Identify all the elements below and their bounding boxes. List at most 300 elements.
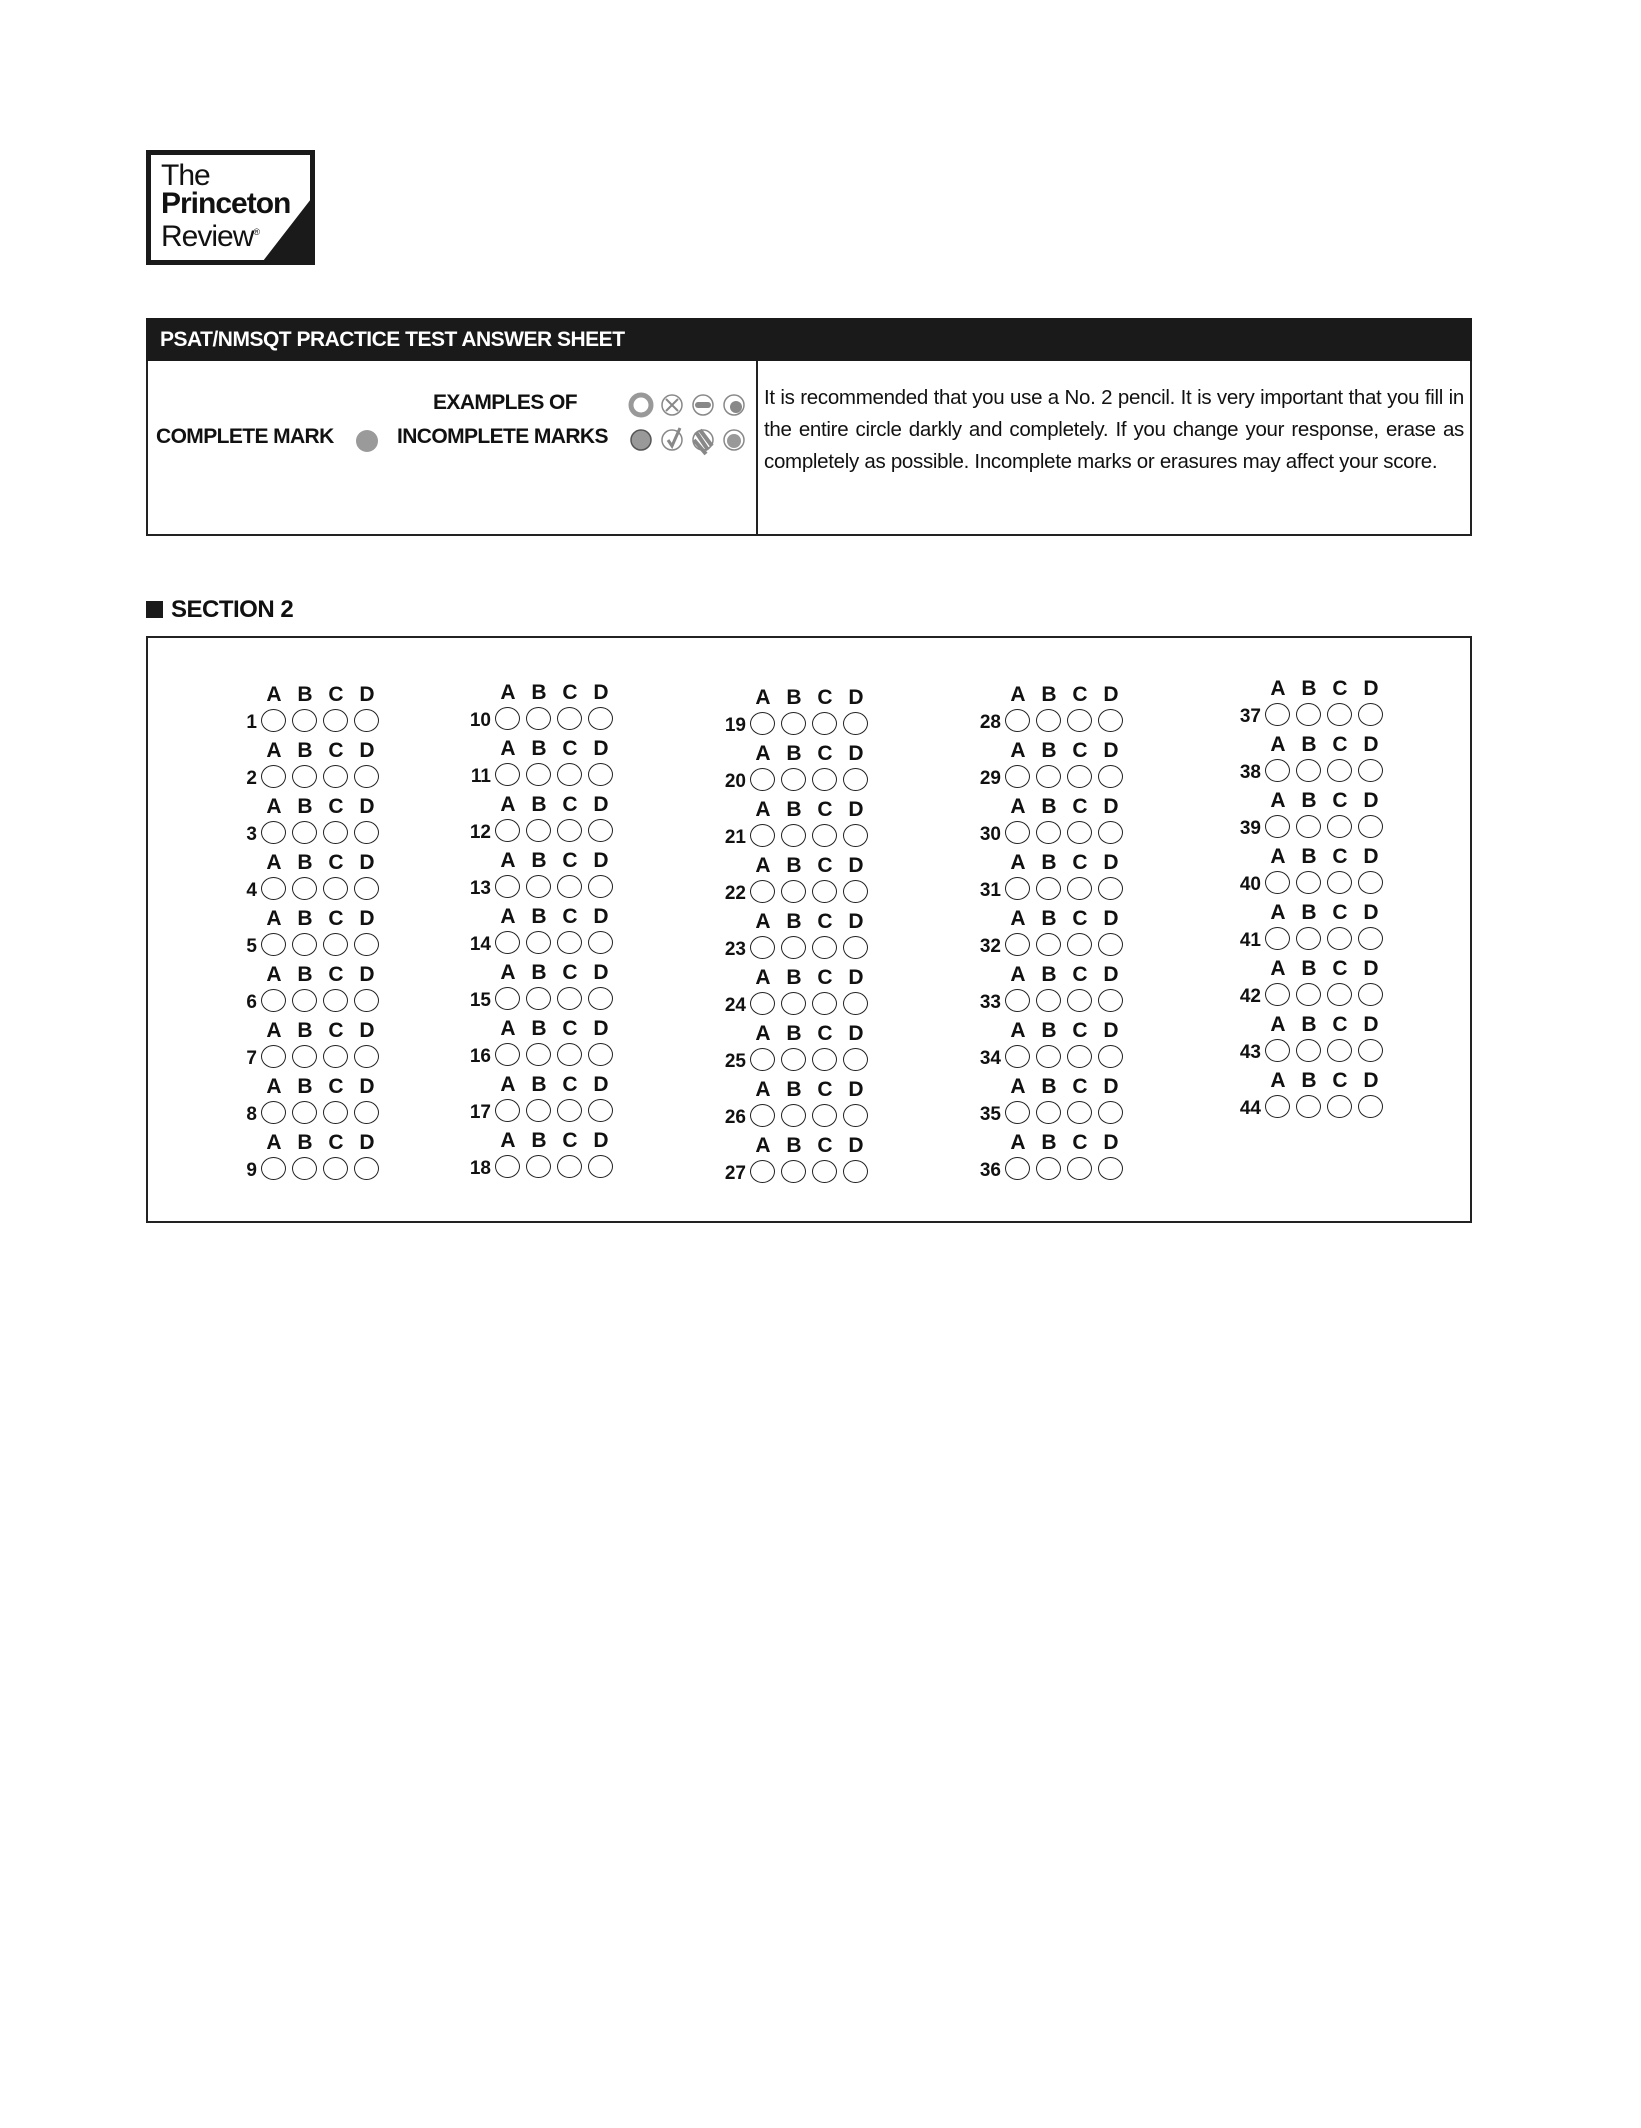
answer-bubble-41-a[interactable]: [1265, 927, 1290, 950]
answer-bubble-4-c[interactable]: [323, 877, 348, 900]
question-number: 13: [469, 878, 491, 899]
answer-bubble-32-b[interactable]: [1036, 933, 1061, 956]
choice-letter-c: C: [817, 1078, 833, 1101]
choice-letter-d: D: [593, 1129, 609, 1152]
answer-bubble-38-d[interactable]: [1358, 759, 1383, 782]
choice-letter-b: B: [531, 737, 547, 760]
answer-bubble-34-a[interactable]: [1005, 1045, 1030, 1068]
answer-bubble-20-d[interactable]: [843, 768, 868, 791]
answer-bubble-7-d[interactable]: [354, 1045, 379, 1068]
answer-bubble-24-d[interactable]: [843, 992, 868, 1015]
answer-bubble-26-a[interactable]: [750, 1104, 775, 1127]
answer-bubble-17-d[interactable]: [588, 1099, 613, 1122]
answer-bubble-12-d[interactable]: [588, 819, 613, 842]
answer-bubble-17-a[interactable]: [495, 1099, 520, 1122]
choice-letter-c: C: [328, 963, 344, 986]
answer-bubble-9-a[interactable]: [261, 1157, 286, 1180]
answer-bubble-27-c[interactable]: [812, 1160, 837, 1183]
answer-bubble-32-a[interactable]: [1005, 933, 1030, 956]
answer-bubble-43-d[interactable]: [1358, 1039, 1383, 1062]
choice-letter-d: D: [593, 737, 609, 760]
answer-bubble-7-b[interactable]: [292, 1045, 317, 1068]
answer-bubble-4-a[interactable]: [261, 877, 286, 900]
choice-letter-b: B: [531, 793, 547, 816]
choice-letter-c: C: [1332, 901, 1348, 924]
answer-bubble-33-d[interactable]: [1098, 989, 1123, 1012]
choice-letter-a: A: [500, 961, 516, 984]
answer-bubble-28-b[interactable]: [1036, 709, 1061, 732]
answer-bubble-25-b[interactable]: [781, 1048, 806, 1071]
question-number: 16: [469, 1046, 491, 1067]
choice-letter-d: D: [593, 1073, 609, 1096]
answer-bubble-10-c[interactable]: [557, 707, 582, 730]
answer-bubble-42-a[interactable]: [1265, 983, 1290, 1006]
box-divider: [756, 361, 758, 534]
answer-bubble-6-a[interactable]: [261, 989, 286, 1012]
choice-letter-a: A: [1270, 901, 1286, 924]
choice-letter-d: D: [593, 793, 609, 816]
question-number: 39: [1239, 818, 1261, 839]
answer-bubble-25-a[interactable]: [750, 1048, 775, 1071]
answer-bubble-3-c[interactable]: [323, 821, 348, 844]
question-number: 33: [979, 992, 1001, 1013]
question-number: 44: [1239, 1098, 1261, 1119]
choice-letter-b: B: [531, 961, 547, 984]
answer-bubble-35-d[interactable]: [1098, 1101, 1123, 1124]
answer-bubble-38-a[interactable]: [1265, 759, 1290, 782]
section-square-icon: [146, 601, 163, 618]
choice-letter-a: A: [755, 686, 771, 709]
choice-letter-c: C: [1072, 739, 1088, 762]
answer-bubble-40-c[interactable]: [1327, 871, 1352, 894]
choice-letter-b: B: [1301, 957, 1317, 980]
answer-bubble-31-c[interactable]: [1067, 877, 1092, 900]
answer-bubble-41-c[interactable]: [1327, 927, 1352, 950]
answer-bubble-33-c[interactable]: [1067, 989, 1092, 1012]
answer-bubble-40-d[interactable]: [1358, 871, 1383, 894]
answer-bubble-34-c[interactable]: [1067, 1045, 1092, 1068]
choice-letter-b: B: [1041, 683, 1057, 706]
answer-bubble-41-d[interactable]: [1358, 927, 1383, 950]
choice-letter-c: C: [1072, 795, 1088, 818]
answer-bubble-24-c[interactable]: [812, 992, 837, 1015]
question-number: 31: [979, 880, 1001, 901]
choice-letter-d: D: [848, 1078, 864, 1101]
answer-bubble-16-b[interactable]: [526, 1043, 551, 1066]
choice-letter-d: D: [1103, 963, 1119, 986]
answer-bubble-2-b[interactable]: [292, 765, 317, 788]
choice-letter-b: B: [1301, 845, 1317, 868]
answer-bubble-41-b[interactable]: [1296, 927, 1321, 950]
answer-bubble-39-d[interactable]: [1358, 815, 1383, 838]
answer-bubble-19-b[interactable]: [781, 712, 806, 735]
answer-bubble-4-b[interactable]: [292, 877, 317, 900]
answer-bubble-25-c[interactable]: [812, 1048, 837, 1071]
answer-bubble-14-b[interactable]: [526, 931, 551, 954]
answer-bubble-22-b[interactable]: [781, 880, 806, 903]
answer-bubble-11-a[interactable]: [495, 763, 520, 786]
answer-bubble-2-d[interactable]: [354, 765, 379, 788]
answer-bubble-8-b[interactable]: [292, 1101, 317, 1124]
choice-letter-c: C: [817, 742, 833, 765]
answer-bubble-37-d[interactable]: [1358, 703, 1383, 726]
question-number: 25: [724, 1051, 746, 1072]
question-number: 23: [724, 939, 746, 960]
answer-bubble-17-c[interactable]: [557, 1099, 582, 1122]
choice-letter-d: D: [1363, 1013, 1379, 1036]
answer-bubble-34-d[interactable]: [1098, 1045, 1123, 1068]
answer-bubble-18-a[interactable]: [495, 1155, 520, 1178]
choice-letter-d: D: [1103, 683, 1119, 706]
choice-letter-a: A: [266, 907, 282, 930]
answer-bubble-16-d[interactable]: [588, 1043, 613, 1066]
answer-bubble-8-d[interactable]: [354, 1101, 379, 1124]
choice-letter-a: A: [1010, 1019, 1026, 1042]
answer-bubble-12-a[interactable]: [495, 819, 520, 842]
choice-letter-a: A: [500, 737, 516, 760]
answer-bubble-30-b[interactable]: [1036, 821, 1061, 844]
choice-letter-c: C: [1332, 1069, 1348, 1092]
answer-bubble-37-a[interactable]: [1265, 703, 1290, 726]
answer-bubble-13-d[interactable]: [588, 875, 613, 898]
answer-bubble-36-c[interactable]: [1067, 1157, 1092, 1180]
choice-letter-a: A: [1010, 683, 1026, 706]
answer-bubble-23-b[interactable]: [781, 936, 806, 959]
answer-bubble-29-b[interactable]: [1036, 765, 1061, 788]
choice-letter-a: A: [500, 905, 516, 928]
question-number: 12: [469, 822, 491, 843]
princeton-review-logo: [146, 150, 315, 265]
answer-bubble-1-c[interactable]: [323, 709, 348, 732]
answer-bubble-36-d[interactable]: [1098, 1157, 1123, 1180]
choice-letter-a: A: [266, 795, 282, 818]
question-number: 40: [1239, 874, 1261, 895]
choice-letter-b: B: [1041, 1019, 1057, 1042]
choice-letter-a: A: [1010, 963, 1026, 986]
answer-bubble-27-d[interactable]: [843, 1160, 868, 1183]
answer-bubble-9-c[interactable]: [323, 1157, 348, 1180]
answer-bubble-29-a[interactable]: [1005, 765, 1030, 788]
answer-bubble-13-a[interactable]: [495, 875, 520, 898]
answer-bubble-22-c[interactable]: [812, 880, 837, 903]
incomplete-marks-examples-icon: [622, 390, 752, 460]
choice-letter-a: A: [1270, 1069, 1286, 1092]
answer-bubble-28-a[interactable]: [1005, 709, 1030, 732]
choice-letter-b: B: [297, 907, 313, 930]
answer-bubble-11-b[interactable]: [526, 763, 551, 786]
answer-bubble-15-a[interactable]: [495, 987, 520, 1010]
choice-letter-a: A: [755, 854, 771, 877]
answer-bubble-30-a[interactable]: [1005, 821, 1030, 844]
answer-bubble-38-b[interactable]: [1296, 759, 1321, 782]
question-number: 3: [246, 824, 257, 845]
answer-bubble-20-b[interactable]: [781, 768, 806, 791]
answer-bubble-6-d[interactable]: [354, 989, 379, 1012]
answer-bubble-31-d[interactable]: [1098, 877, 1123, 900]
choice-letter-b: B: [1041, 851, 1057, 874]
answer-bubble-39-c[interactable]: [1327, 815, 1352, 838]
answer-bubble-38-c[interactable]: [1327, 759, 1352, 782]
choice-letter-b: B: [297, 963, 313, 986]
answer-bubble-11-c[interactable]: [557, 763, 582, 786]
question-number: 41: [1239, 930, 1261, 951]
choice-letter-b: B: [1041, 1075, 1057, 1098]
answer-bubble-44-a[interactable]: [1265, 1095, 1290, 1118]
choice-letter-c: C: [1072, 1075, 1088, 1098]
question-number: 38: [1239, 762, 1261, 783]
choice-letter-a: A: [755, 1078, 771, 1101]
answer-bubble-14-d[interactable]: [588, 931, 613, 954]
answer-bubble-2-a[interactable]: [261, 765, 286, 788]
answer-bubble-23-c[interactable]: [812, 936, 837, 959]
answer-bubble-36-a[interactable]: [1005, 1157, 1030, 1180]
answer-bubble-14-c[interactable]: [557, 931, 582, 954]
answer-bubble-35-a[interactable]: [1005, 1101, 1030, 1124]
answer-bubble-43-a[interactable]: [1265, 1039, 1290, 1062]
choice-letter-d: D: [359, 683, 375, 706]
choice-letter-b: B: [1301, 677, 1317, 700]
choice-letter-a: A: [755, 1134, 771, 1157]
choice-letter-d: D: [848, 742, 864, 765]
answer-bubble-26-c[interactable]: [812, 1104, 837, 1127]
answer-bubble-7-c[interactable]: [323, 1045, 348, 1068]
answer-bubble-31-b[interactable]: [1036, 877, 1061, 900]
answer-bubble-18-c[interactable]: [557, 1155, 582, 1178]
choice-letter-d: D: [1103, 907, 1119, 930]
answer-bubble-18-b[interactable]: [526, 1155, 551, 1178]
answer-bubble-6-b[interactable]: [292, 989, 317, 1012]
answer-bubble-23-d[interactable]: [843, 936, 868, 959]
choice-letter-d: D: [359, 739, 375, 762]
answer-bubble-19-d[interactable]: [843, 712, 868, 735]
logo-line-the: The: [161, 159, 210, 192]
answer-bubble-9-d[interactable]: [354, 1157, 379, 1180]
choice-letter-a: A: [755, 1022, 771, 1045]
choice-letter-c: C: [328, 907, 344, 930]
answer-bubble-33-a[interactable]: [1005, 989, 1030, 1012]
answer-bubble-3-d[interactable]: [354, 821, 379, 844]
answer-bubble-42-b[interactable]: [1296, 983, 1321, 1006]
answer-bubble-21-a[interactable]: [750, 824, 775, 847]
answer-bubble-42-c[interactable]: [1327, 983, 1352, 1006]
answer-bubble-13-b[interactable]: [526, 875, 551, 898]
answer-bubble-13-c[interactable]: [557, 875, 582, 898]
question-number: 17: [469, 1102, 491, 1123]
answer-bubble-32-c[interactable]: [1067, 933, 1092, 956]
answer-bubble-6-c[interactable]: [323, 989, 348, 1012]
choice-letter-b: B: [297, 1019, 313, 1042]
answer-bubble-12-b[interactable]: [526, 819, 551, 842]
answer-bubble-29-c[interactable]: [1067, 765, 1092, 788]
question-number: 37: [1239, 706, 1261, 727]
answer-bubble-28-d[interactable]: [1098, 709, 1123, 732]
answer-bubble-11-d[interactable]: [588, 763, 613, 786]
question-number: 8: [246, 1104, 257, 1125]
answer-bubble-21-b[interactable]: [781, 824, 806, 847]
answer-bubble-8-c[interactable]: [323, 1101, 348, 1124]
question-number: 42: [1239, 986, 1261, 1007]
answer-bubble-4-d[interactable]: [354, 877, 379, 900]
answer-bubble-1-a[interactable]: [261, 709, 286, 732]
choice-letter-d: D: [1103, 739, 1119, 762]
choice-letter-d: D: [848, 910, 864, 933]
answer-bubble-1-d[interactable]: [354, 709, 379, 732]
choice-letter-b: B: [297, 683, 313, 706]
answer-bubble-17-b[interactable]: [526, 1099, 551, 1122]
answer-bubble-35-c[interactable]: [1067, 1101, 1092, 1124]
answer-bubble-25-d[interactable]: [843, 1048, 868, 1071]
choice-letter-a: A: [1270, 733, 1286, 756]
answer-bubble-21-d[interactable]: [843, 824, 868, 847]
choice-letter-b: B: [297, 1075, 313, 1098]
answer-bubble-39-b[interactable]: [1296, 815, 1321, 838]
answer-bubble-1-b[interactable]: [292, 709, 317, 732]
answer-bubble-42-d[interactable]: [1358, 983, 1383, 1006]
choice-letter-c: C: [328, 851, 344, 874]
answer-bubble-18-d[interactable]: [588, 1155, 613, 1178]
choice-letter-c: C: [328, 1019, 344, 1042]
answer-bubble-19-c[interactable]: [812, 712, 837, 735]
choice-letter-d: D: [593, 849, 609, 872]
answer-bubble-8-a[interactable]: [261, 1101, 286, 1124]
answer-bubble-5-a[interactable]: [261, 933, 286, 956]
choice-letter-c: C: [328, 683, 344, 706]
choice-letter-c: C: [1072, 1131, 1088, 1154]
choice-letter-c: C: [562, 1129, 578, 1152]
answer-bubble-14-a[interactable]: [495, 931, 520, 954]
answer-bubble-5-d[interactable]: [354, 933, 379, 956]
answer-bubble-9-b[interactable]: [292, 1157, 317, 1180]
choice-letter-c: C: [817, 854, 833, 877]
choice-letter-b: B: [297, 739, 313, 762]
answer-bubble-16-a[interactable]: [495, 1043, 520, 1066]
answer-bubble-40-b[interactable]: [1296, 871, 1321, 894]
answer-bubble-10-b[interactable]: [526, 707, 551, 730]
choice-letter-c: C: [328, 1131, 344, 1154]
answer-bubble-23-a[interactable]: [750, 936, 775, 959]
answer-bubble-5-c[interactable]: [323, 933, 348, 956]
question-number: 2: [246, 768, 257, 789]
choice-letter-d: D: [1363, 789, 1379, 812]
answer-bubble-5-b[interactable]: [292, 933, 317, 956]
answer-bubble-39-a[interactable]: [1265, 815, 1290, 838]
answer-bubble-37-c[interactable]: [1327, 703, 1352, 726]
answer-bubble-31-a[interactable]: [1005, 877, 1030, 900]
answer-bubble-16-c[interactable]: [557, 1043, 582, 1066]
answer-bubble-44-d[interactable]: [1358, 1095, 1383, 1118]
choice-letter-c: C: [817, 966, 833, 989]
choice-letter-b: B: [531, 681, 547, 704]
answer-bubble-33-b[interactable]: [1036, 989, 1061, 1012]
choice-letter-a: A: [1010, 795, 1026, 818]
answer-bubble-36-b[interactable]: [1036, 1157, 1061, 1180]
answer-bubble-32-d[interactable]: [1098, 933, 1123, 956]
choice-letter-d: D: [848, 966, 864, 989]
answer-bubble-44-c[interactable]: [1327, 1095, 1352, 1118]
answer-bubble-35-b[interactable]: [1036, 1101, 1061, 1124]
answer-bubble-3-b[interactable]: [292, 821, 317, 844]
answer-bubble-27-b[interactable]: [781, 1160, 806, 1183]
answer-bubble-10-d[interactable]: [588, 707, 613, 730]
answer-bubble-26-d[interactable]: [843, 1104, 868, 1127]
choice-letter-a: A: [500, 793, 516, 816]
choice-letter-a: A: [266, 739, 282, 762]
answer-bubble-30-d[interactable]: [1098, 821, 1123, 844]
incomplete-marks-label: INCOMPLETE MARKS: [397, 425, 608, 448]
choice-letter-b: B: [1301, 1013, 1317, 1036]
choice-letter-a: A: [1010, 739, 1026, 762]
answer-bubble-15-b[interactable]: [526, 987, 551, 1010]
choice-letter-c: C: [562, 849, 578, 872]
answer-bubble-28-c[interactable]: [1067, 709, 1092, 732]
choice-letter-d: D: [848, 1022, 864, 1045]
answer-bubble-3-a[interactable]: [261, 821, 286, 844]
choice-letter-a: A: [1270, 957, 1286, 980]
question-number: 36: [979, 1160, 1001, 1181]
answer-bubble-34-b[interactable]: [1036, 1045, 1061, 1068]
choice-letter-a: A: [500, 1073, 516, 1096]
answer-bubble-10-a[interactable]: [495, 707, 520, 730]
answer-bubble-22-a[interactable]: [750, 880, 775, 903]
answer-bubble-20-c[interactable]: [812, 768, 837, 791]
choice-letter-d: D: [1103, 1019, 1119, 1042]
answer-bubble-15-c[interactable]: [557, 987, 582, 1010]
choice-letter-d: D: [848, 798, 864, 821]
question-number: 9: [246, 1160, 257, 1181]
choice-letter-c: C: [817, 686, 833, 709]
answer-bubble-27-a[interactable]: [750, 1160, 775, 1183]
answer-bubble-43-b[interactable]: [1296, 1039, 1321, 1062]
choice-letter-c: C: [1332, 789, 1348, 812]
choice-letter-b: B: [1301, 1069, 1317, 1092]
answer-bubble-26-b[interactable]: [781, 1104, 806, 1127]
answer-bubble-44-b[interactable]: [1296, 1095, 1321, 1118]
answer-grid: [146, 636, 1472, 1223]
answer-bubble-30-c[interactable]: [1067, 821, 1092, 844]
choice-letter-b: B: [1301, 901, 1317, 924]
choice-letter-b: B: [1041, 795, 1057, 818]
choice-letter-d: D: [1363, 733, 1379, 756]
choice-letter-d: D: [848, 686, 864, 709]
question-number: 24: [724, 995, 746, 1016]
answer-bubble-40-a[interactable]: [1265, 871, 1290, 894]
choice-letter-d: D: [1363, 1069, 1379, 1092]
answer-bubble-7-a[interactable]: [261, 1045, 286, 1068]
choice-letter-b: B: [531, 1073, 547, 1096]
choice-letter-b: B: [786, 742, 802, 765]
answer-bubble-20-a[interactable]: [750, 768, 775, 791]
choice-letter-c: C: [1072, 963, 1088, 986]
answer-bubble-2-c[interactable]: [323, 765, 348, 788]
answer-bubble-22-d[interactable]: [843, 880, 868, 903]
answer-bubble-12-c[interactable]: [557, 819, 582, 842]
answer-bubble-24-a[interactable]: [750, 992, 775, 1015]
answer-bubble-21-c[interactable]: [812, 824, 837, 847]
answer-bubble-43-c[interactable]: [1327, 1039, 1352, 1062]
answer-bubble-24-b[interactable]: [781, 992, 806, 1015]
choice-letter-b: B: [1301, 733, 1317, 756]
answer-bubble-19-a[interactable]: [750, 712, 775, 735]
logo-line-princeton: Princeton: [161, 187, 291, 220]
logo-corner-triangle: [263, 199, 311, 261]
answer-bubble-15-d[interactable]: [588, 987, 613, 1010]
choice-letter-a: A: [266, 1131, 282, 1154]
answer-bubble-29-d[interactable]: [1098, 765, 1123, 788]
choice-letter-d: D: [593, 681, 609, 704]
choice-letter-a: A: [500, 849, 516, 872]
answer-bubble-37-b[interactable]: [1296, 703, 1321, 726]
choice-letter-c: C: [1332, 1013, 1348, 1036]
